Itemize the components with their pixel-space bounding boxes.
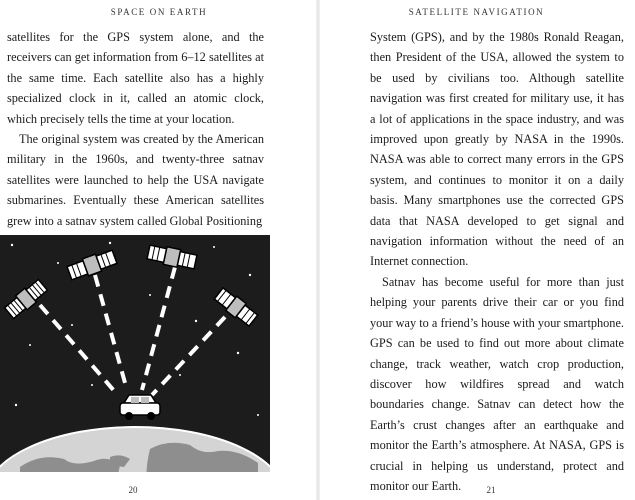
page-number-left: 20 (128, 485, 138, 495)
left-page-text (7, 27, 264, 231)
right-paragraph-2: Satnav has become useful for more than just helping your parents drive their car or you find your way to a friend’s house with your smartphone. GPS can be used to find out more about climate change, track weather, watch crop production, discover how wildfires spread and watch boundaries change. Satnav can detect how the Earth’s crust changes after an earthquake and monitor the Earth’s atmosphere. At NASA, GPS is crucial in helping us understand, protect and monitor our Earth. (370, 274, 624, 493)
running-head-left: SPACE ON EARTH (110, 7, 208, 17)
left-paragraph-1: satellites for the GPS system alone, and the receivers can get information from 6–12 satellites at the same time. Each satellite also has a highly specialized clock in it, called an atomic clock, which precisely tells the time at your location. (7, 30, 264, 126)
running-head-right: SATELLITE NAVIGATION (408, 7, 545, 17)
right-paragraph-1: System (GPS), and by the 1980s Ronald Reagan, then President of the USA, allowed the system to be used by civilians too. Although satellite navigation was first created for military use, it has a lot of applications in the space industry, and was improved upon greatly by NASA in the 1990s. NASA was able to correct many errors in the GPS system, and continues to monitor it on a daily basis. Many smartphones use the corrected GPS data that NASA developed to get signal and navigation information without the need of an Internet connection. (370, 30, 624, 269)
page-number-right: 21 (486, 485, 496, 495)
right-page (318, 0, 635, 500)
satellite-illustration (0, 235, 270, 472)
left-paragraph-2: The original system was created by the American military in the 1960s, and twenty-three satnav satellites were launched to help the USA navigate submarines. Eventually these American satellites grew into a satnav system called Global Positioning (7, 132, 264, 228)
gps-satellites-drawing (0, 235, 270, 472)
right-page-text (370, 27, 624, 496)
